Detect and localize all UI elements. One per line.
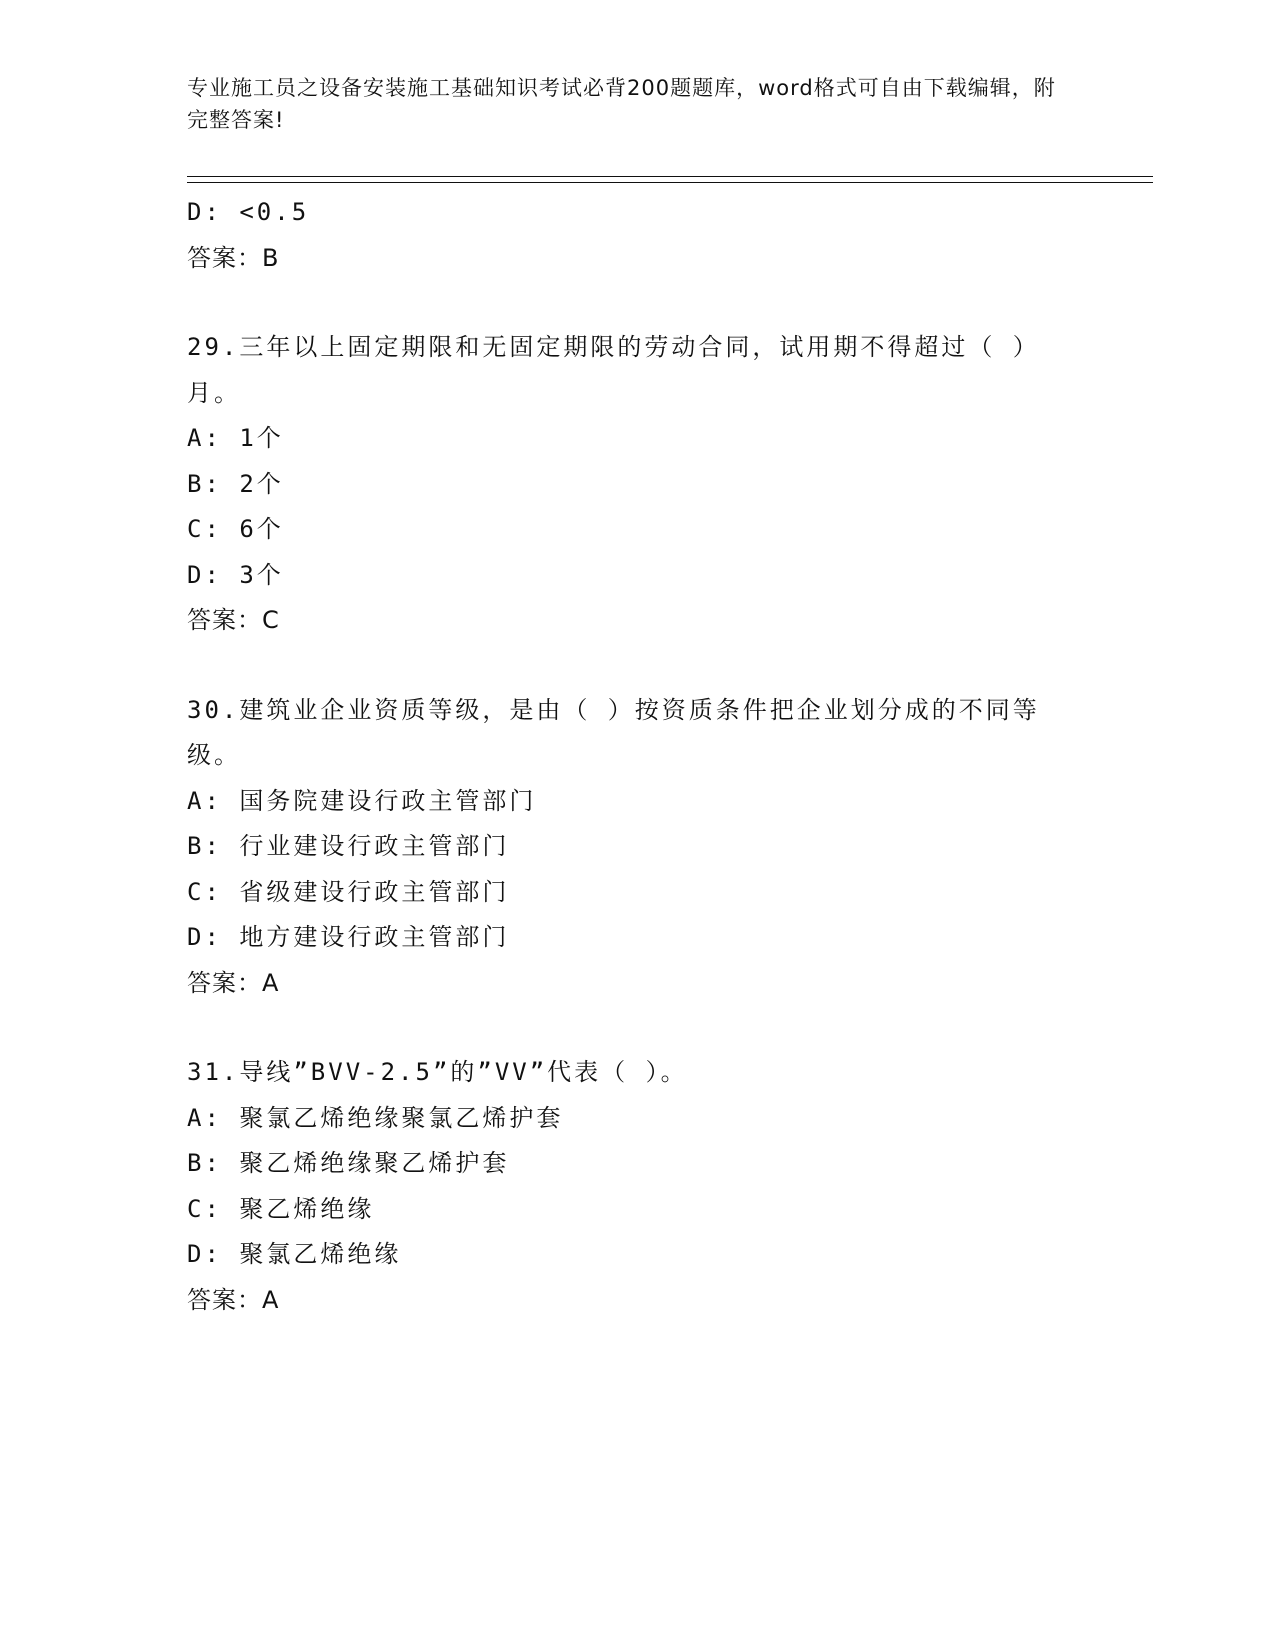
option-b: B: 行业建设行政主管部门 <box>187 832 510 860</box>
header-title: 专业施工员之设备安装施工基础知识考试必背200题题库，word格式可自由下载编辑，附完整答案! <box>187 76 1056 132</box>
answer: 答案：C <box>187 606 280 634</box>
option-d: D: 3个 <box>187 560 284 589</box>
question-29 <box>187 325 1067 644</box>
prev-answer: 答案：B <box>187 243 280 272</box>
document-body <box>187 190 1067 1323</box>
prev-option-d: D: <0.5 <box>187 198 310 226</box>
question-stem: 30.建筑业企业资质等级，是由（ ）按资质条件把企业划分成的不同等级。 <box>187 695 1040 769</box>
spacer <box>187 281 1067 325</box>
page-header <box>187 72 1067 136</box>
spacer <box>187 1006 1067 1050</box>
answer: 答案：A <box>187 1285 280 1314</box>
option-c: C: 聚乙烯绝缘 <box>187 1194 375 1223</box>
question-stem: 29.三年以上固定期限和无固定期限的劳动合同，试用期不得超过（ ）月。 <box>187 333 1040 407</box>
option-c: C: 6个 <box>187 515 284 543</box>
option-c: C: 省级建设行政主管部门 <box>187 877 510 906</box>
question-30 <box>187 688 1067 1007</box>
option-a: A: 国务院建设行政主管部门 <box>187 786 537 815</box>
option-b: B: 聚乙烯绝缘聚乙烯护套 <box>187 1149 510 1177</box>
header-rule-top <box>187 176 1153 177</box>
option-b: B: 2个 <box>187 469 284 498</box>
question-stem: 31.导线”BVV-2.5”的”VV”代表（ ）。 <box>187 1058 688 1086</box>
option-d: D: 地方建设行政主管部门 <box>187 923 510 951</box>
option-d: D: 聚氯乙烯绝缘 <box>187 1240 402 1268</box>
spacer <box>187 644 1067 688</box>
header-rule-bottom <box>187 182 1153 183</box>
question-31 <box>187 1050 1067 1323</box>
option-a: A: 聚氯乙烯绝缘聚氯乙烯护套 <box>187 1103 564 1132</box>
answer: 答案：A <box>187 968 280 997</box>
option-a: A: 1个 <box>187 424 284 452</box>
